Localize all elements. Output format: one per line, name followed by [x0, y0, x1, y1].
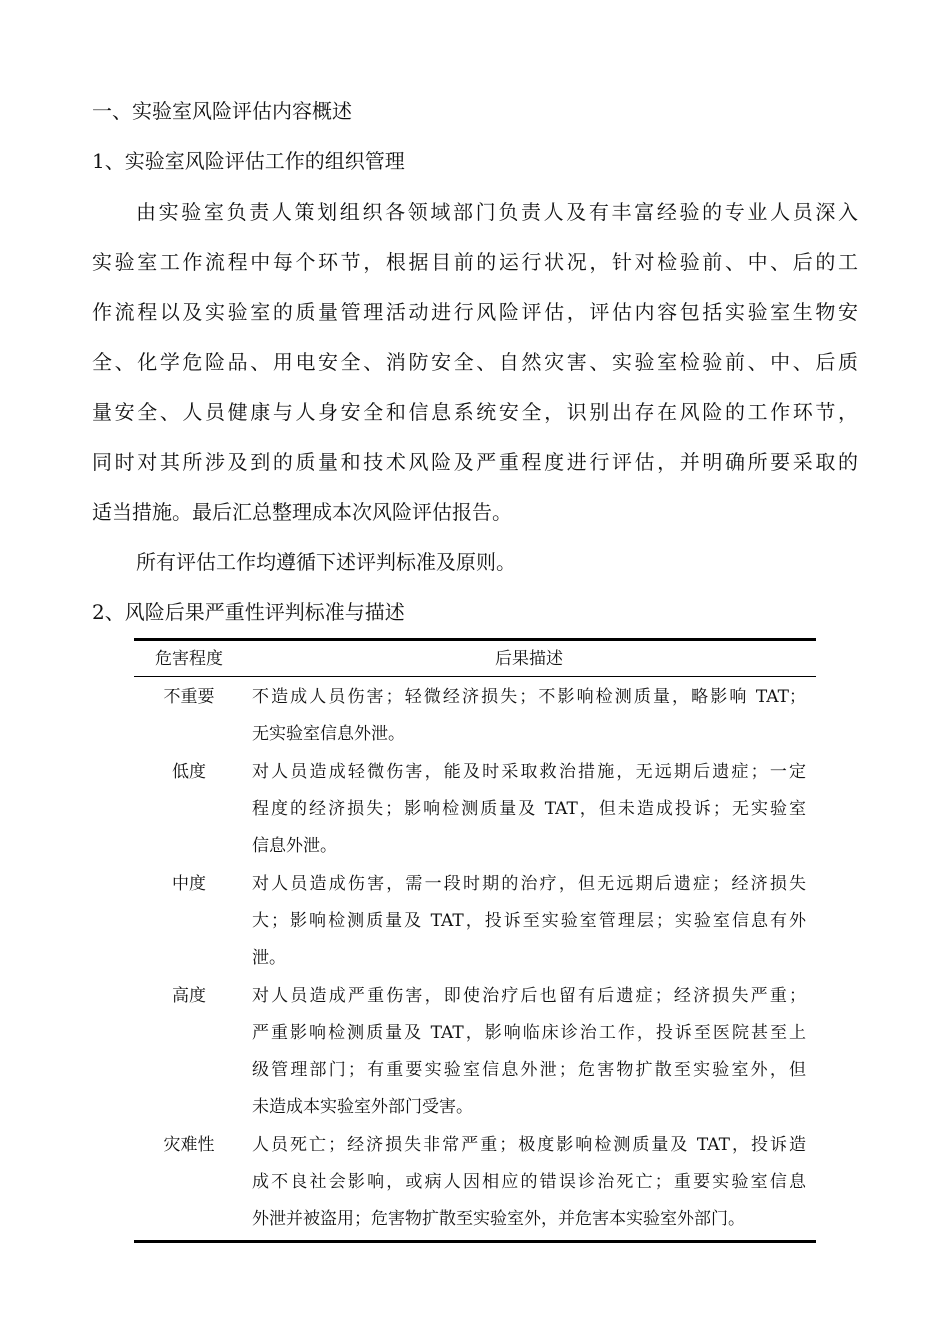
description-line: 信息外泄。 [252, 836, 337, 856]
row-description-cell [252, 686, 806, 760]
description-line: 泄。 [252, 948, 286, 968]
description-line: 级管理部门；有重要实验室信息外泄；危害物扩散至实验室外，但 [252, 1060, 806, 1080]
section-heading: 一、实验室风险评估内容概述 [92, 99, 352, 123]
row-level-cell: 高度 [172, 986, 206, 1006]
description-line: 对人员造成严重伤害，即使治疗后也留有后遗症；经济损失严重； [252, 986, 806, 1006]
paragraph-line: 同时对其所涉及到的质量和技术风险及严重程度进行评估，并明确所要采取的 [92, 450, 858, 474]
row-description-cell [252, 985, 806, 1133]
description-line: 不造成人员伤害；轻微经济损失；不影响检测质量，略影响 TAT； [252, 687, 806, 707]
paragraph-line: 由实验室负责人策划组织各领域部门负责人及有丰富经验的专业人员深入 [136, 200, 858, 224]
description-line: 成不良社会影响，或病人因相应的错误诊治死亡；重要实验室信息 [252, 1172, 806, 1192]
row-level-cell: 低度 [172, 762, 206, 782]
row-description-cell [252, 873, 806, 984]
paragraph-line: 作流程以及实验室的质量管理活动进行风险评估，评估内容包括实验室生物安 [92, 300, 858, 324]
row-level-cell: 灾难性 [163, 1135, 215, 1155]
row-description-cell [252, 1134, 806, 1245]
paragraph-line: 量安全、人员健康与人身安全和信息系统安全，识别出存在风险的工作环节， [92, 400, 858, 424]
paragraph-line: 适当措施。最后汇总整理成本次风险评估报告。 [92, 500, 512, 524]
subheading-organization: 1、实验室风险评估工作的组织管理 [92, 149, 405, 173]
table-bottom-rule [134, 1240, 816, 1243]
description-line: 对人员造成轻微伤害，能及时采取救治措施，无远期后遗症；一定 [252, 762, 806, 782]
description-line: 人员死亡；经济损失非常严重；极度影响检测质量及 TAT，投诉造 [252, 1135, 806, 1155]
header-consequence-description: 后果描述 [495, 649, 563, 669]
table-header-rule [134, 676, 816, 677]
row-description-cell [252, 761, 806, 872]
header-severity-level: 危害程度 [155, 649, 223, 669]
description-line: 外泄并被盗用；危害物扩散至实验室外，并危害本实验室外部门。 [252, 1209, 745, 1229]
description-line: 严重影响检测质量及 TAT，影响临床诊治工作，投诉至医院甚至上 [252, 1023, 806, 1043]
description-line: 大；影响检测质量及 TAT，投诉至实验室管理层；实验室信息有外 [252, 911, 806, 931]
description-line: 对人员造成伤害，需一段时期的治疗，但无远期后遗症；经济损失 [252, 874, 806, 894]
paragraph-line: 全、化学危险品、用电安全、消防安全、自然灾害、实验室检验前、中、后质 [92, 350, 858, 374]
row-level-cell: 不重要 [163, 687, 215, 707]
paragraph-criteria: 所有评估工作均遵循下述评判标准及原则。 [136, 550, 516, 574]
row-level-cell: 中度 [172, 874, 206, 894]
subheading-severity: 2、风险后果严重性评判标准与描述 [92, 600, 405, 624]
paragraph-line: 实验室工作流程中每个环节，根据目前的运行状况，针对检验前、中、后的工 [92, 250, 858, 274]
description-line: 无实验室信息外泄。 [252, 724, 405, 744]
description-line: 未造成本实验室外部门受害。 [252, 1097, 473, 1117]
table-top-rule [134, 638, 816, 641]
description-line: 程度的经济损失；影响检测质量及 TAT，但未造成投诉；无实验室 [252, 799, 806, 819]
